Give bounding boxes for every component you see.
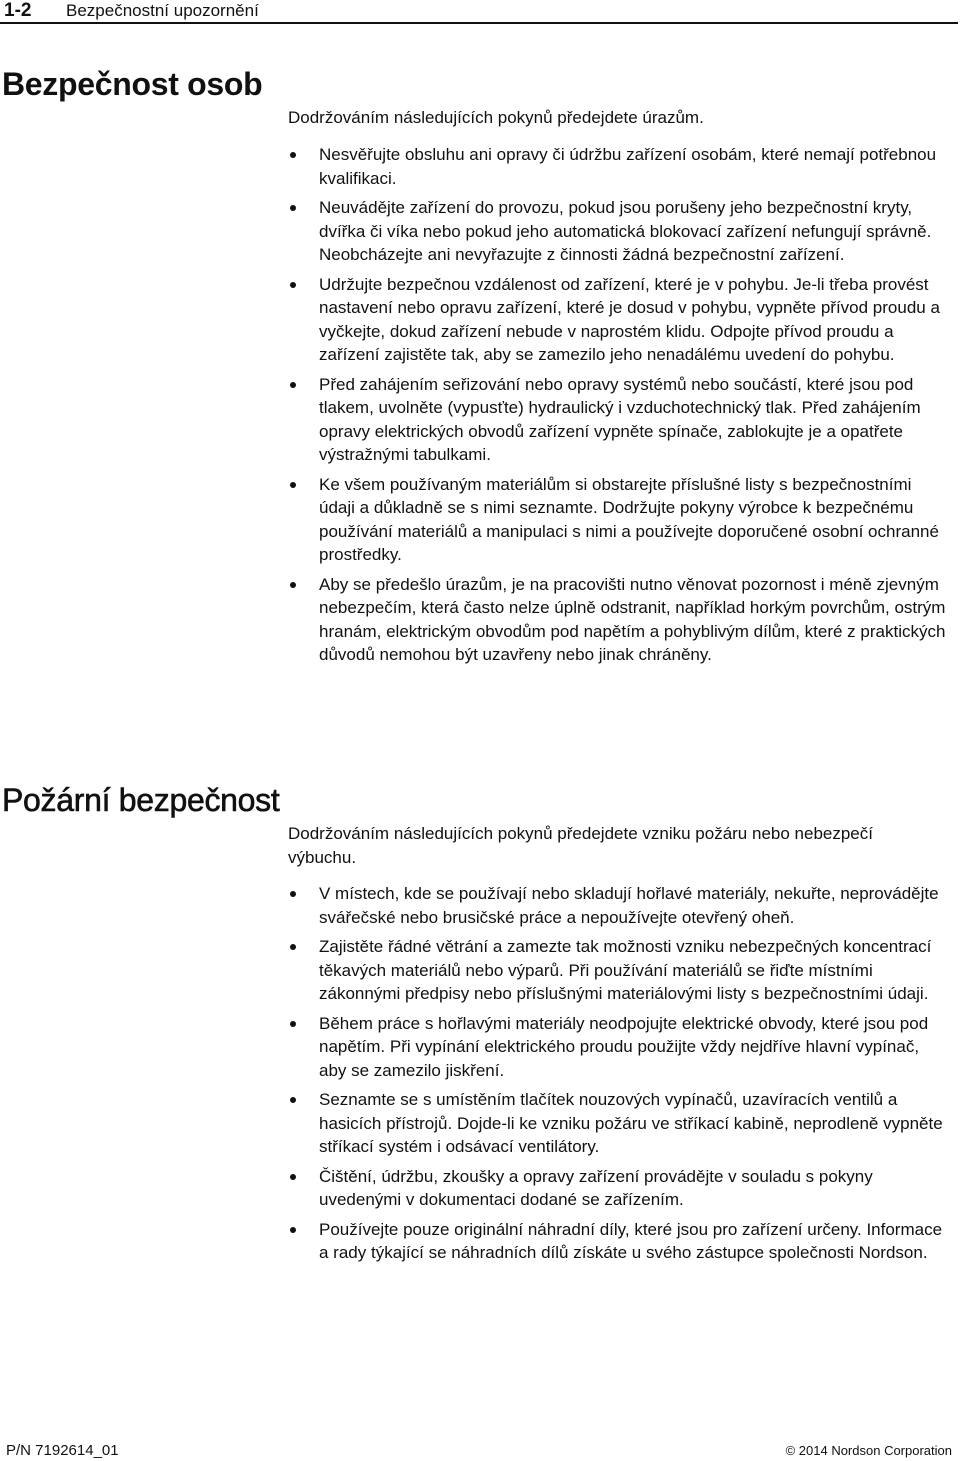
bullet-list-fire-safety	[288, 882, 948, 1271]
page-number: 1-2	[4, 0, 32, 21]
list-item: Před zahájením seřizování nebo opravy systémů nebo součástí, které jsou pod tlakem, uvolněte (vypusťte) hydraulický i vzduchotechnický tlak. Před zahájením opravy elektrických obvodů zařízení vypněte spínače, zablokujte je a opatřete výstražnými tabulkami.	[288, 373, 948, 467]
header-divider	[0, 22, 958, 24]
list-item: V místech, kde se používají nebo skladují hořlavé materiály, nekuřte, neprovádějte svářečské nebo brusičské práce a nepoužívejte otevřený oheň.	[288, 882, 948, 929]
copyright-notice: © 2014 Nordson Corporation	[785, 1443, 952, 1458]
list-item: Neuvádějte zařízení do provozu, pokud jsou porušeny jeho bezpečnostní kryty, dvířka či víka nebo pokud jeho automatická blokovací zařízení nefungují správně. Neobcházejte ani nevyřazujte z činnosti žádná bezpečnostní zařízení.	[288, 196, 948, 267]
part-number: P/N 7192614_01	[6, 1442, 119, 1459]
list-item: Během práce s hořlavými materiály neodpojujte elektrické obvody, které jsou pod napětím. Při vypínání elektrického proudu použijte vždy nejdříve hlavní vypínač, aby se zamezilo jiskření.	[288, 1012, 948, 1083]
list-item: Seznamte se s umístěním tlačítek nouzových vypínačů, uzavíracích ventilů a hasicích přístrojů. Dojde-li ke vzniku požáru ve stříkací kabině, neprodleně vypněte stříkací systém i odsávací ventilátory.	[288, 1088, 948, 1159]
list-item: Ke všem používaným materiálům si obstarejte příslušné listy s bezpečnostními údaji a důkladně se s nimi seznamte. Dodržujte pokyny výrobce k bezpečnému používání materiálů a manipulaci s nimi a používejte doporučené osobní ochranné prostředky.	[288, 473, 948, 567]
chapter-title: Bezpečnostní upozornění	[66, 1, 259, 20]
section-title-fire-safety: Požární bezpečnost	[2, 782, 280, 818]
page-header	[0, 0, 960, 24]
bullet-list-personal-safety	[288, 143, 948, 673]
section-title-personal-safety: Bezpečnost osob	[2, 66, 263, 102]
list-item: Zajistěte řádné větrání a zamezte tak možnosti vzniku nebezpečných koncentrací těkavých materiálů nebo výparů. Při používání materiálů se řiďte místními zákonnými předpisy nebo příslušnými materiálovými listy s bezpečnostními údaji.	[288, 935, 948, 1006]
list-item: Používejte pouze originální náhradní díly, které jsou pro zařízení určeny. Informace a rady týkající se náhradních dílů získáte u svého zástupce společnosti Nordson.	[288, 1218, 948, 1265]
list-item: Aby se předešlo úrazům, je na pracovišti nutno věnovat pozornost i méně zjevným nebezpečím, která často nelze úplně odstranit, například horkým povrchům, ostrým hranám, elektrickým obvodům pod napětím a pohyblivým dílům, které z praktických důvodů nemohou být uzavřeny nebo jinak chráněny.	[288, 573, 948, 667]
list-item: Čištění, údržbu, zkoušky a opravy zařízení provádějte v souladu s pokyny uvedenými v dokumentaci dodané se zařízením.	[288, 1165, 948, 1212]
list-item: Nesvěřujte obsluhu ani opravy či údržbu zařízení osobám, které nemají potřebnou kvalifikaci.	[288, 143, 948, 190]
list-item: Udržujte bezpečnou vzdálenost od zařízení, které je v pohybu. Je-li třeba provést nastavení nebo opravu zařízení, které je dosud v pohybu, vypněte přívod proudu a vyčkejte, dokud zařízení nebude v naprostém klidu. Odpojte přívod proudu a zařízení zajistěte tak, aby se zamezilo jeho nenadálému uvedení do pohybu.	[288, 273, 948, 367]
section-intro-personal-safety: Dodržováním následujících pokynů předejdete úrazům.	[288, 108, 704, 127]
section-intro-fire-safety: Dodržováním následujících pokynů předejdete vzniku požáru nebo nebezpečí výbuchu.	[288, 824, 873, 867]
